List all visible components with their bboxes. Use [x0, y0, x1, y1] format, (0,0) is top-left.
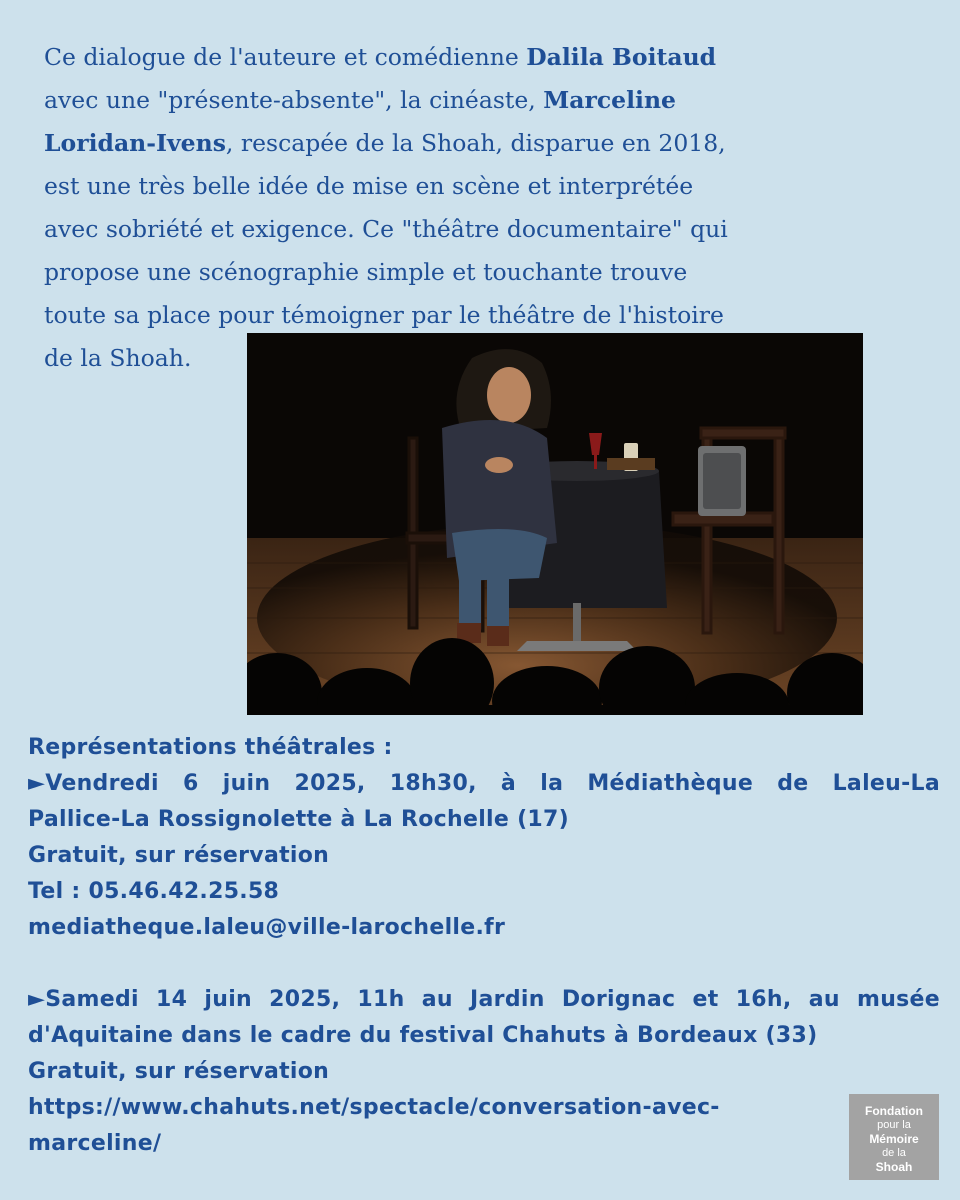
event-1-date-line: ►Vendredi 6 juin 2025, 18h30, à la Médiathèque de Laleu-La	[28, 771, 940, 796]
fondation-memoire-shoah-logo: Fondation pour la Mémoire de la Shoah	[849, 1094, 939, 1180]
intro-line: avec une "présente-absente", la cinéaste, Marceline	[44, 86, 676, 114]
stage-photo	[247, 333, 863, 715]
filmmaker-name-first: Marceline	[543, 86, 676, 114]
intro-line: Ce dialogue de l'auteure et comédienne Dalila Boitaud	[44, 43, 717, 71]
event-2-date-line: ►Samedi 14 juin 2025, 11h au Jardin Dorignac et 16h, au musée	[28, 987, 940, 1012]
event-2-venue-line: d'Aquitaine dans le cadre du festival Chahuts à Bordeaux (33)	[28, 1023, 818, 1048]
intro-line: toute sa place pour témoigner par le théâtre de l'histoire	[44, 301, 724, 329]
filmmaker-name-last: Loridan-Ivens	[44, 129, 226, 157]
intro-paragraph	[44, 36, 924, 380]
section-heading: Représentations théâtrales :	[28, 735, 393, 760]
event-2-price: Gratuit, sur réservation	[28, 1059, 330, 1084]
event-1-price: Gratuit, sur réservation	[28, 843, 330, 868]
author-name: Dalila Boitaud	[526, 43, 717, 71]
section-spacer	[28, 946, 940, 982]
event-1-venue-line: Pallice-La Rossignolette à La Rochelle (17)	[28, 807, 569, 832]
intro-line: propose une scénographie simple et touchante trouve	[44, 258, 688, 286]
intro-line: Loridan-Ivens, rescapée de la Shoah, disparue en 2018,	[44, 129, 726, 157]
performances-section	[28, 730, 940, 1162]
event-1-phone: Tel : 05.46.42.25.58	[28, 879, 280, 904]
event-2-url-line-1: https://www.chahuts.net/spectacle/conversation-avec-	[28, 1095, 720, 1120]
event-2-url-line-2: marceline/	[28, 1131, 162, 1156]
intro-line: de la Shoah.	[44, 344, 192, 372]
stage-photo-illustration	[247, 333, 863, 715]
intro-line: est une très belle idée de mise en scène et interprétée	[44, 172, 694, 200]
intro-line: avec sobriété et exigence. Ce "théâtre documentaire" qui	[44, 215, 728, 243]
event-1-email: mediatheque.laleu@ville-larochelle.fr	[28, 915, 506, 940]
